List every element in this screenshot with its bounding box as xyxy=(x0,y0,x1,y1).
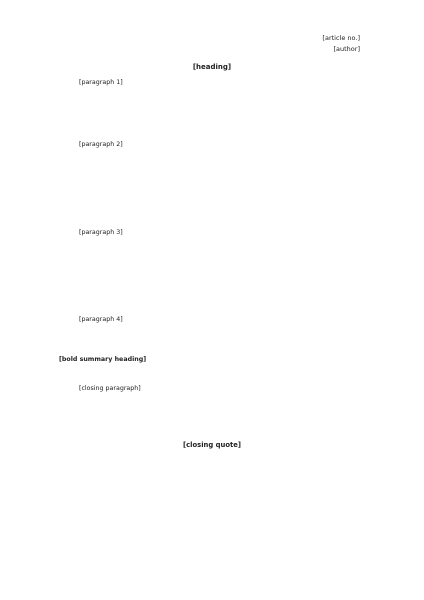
author-line: [author] xyxy=(333,45,360,53)
paragraph-2: [paragraph 2] xyxy=(79,141,123,148)
closing-paragraph: [closing paragraph] xyxy=(79,385,141,392)
summary-heading: [bold summary heading] xyxy=(59,356,147,363)
article-number: [article no.] xyxy=(322,34,360,42)
closing-quote: [closing quote] xyxy=(183,441,241,449)
paragraph-3: [paragraph 3] xyxy=(79,229,123,236)
paragraph-4: [paragraph 4] xyxy=(79,316,123,323)
page-title: [heading] xyxy=(192,63,232,71)
paragraph-1: [paragraph 1] xyxy=(79,79,123,86)
